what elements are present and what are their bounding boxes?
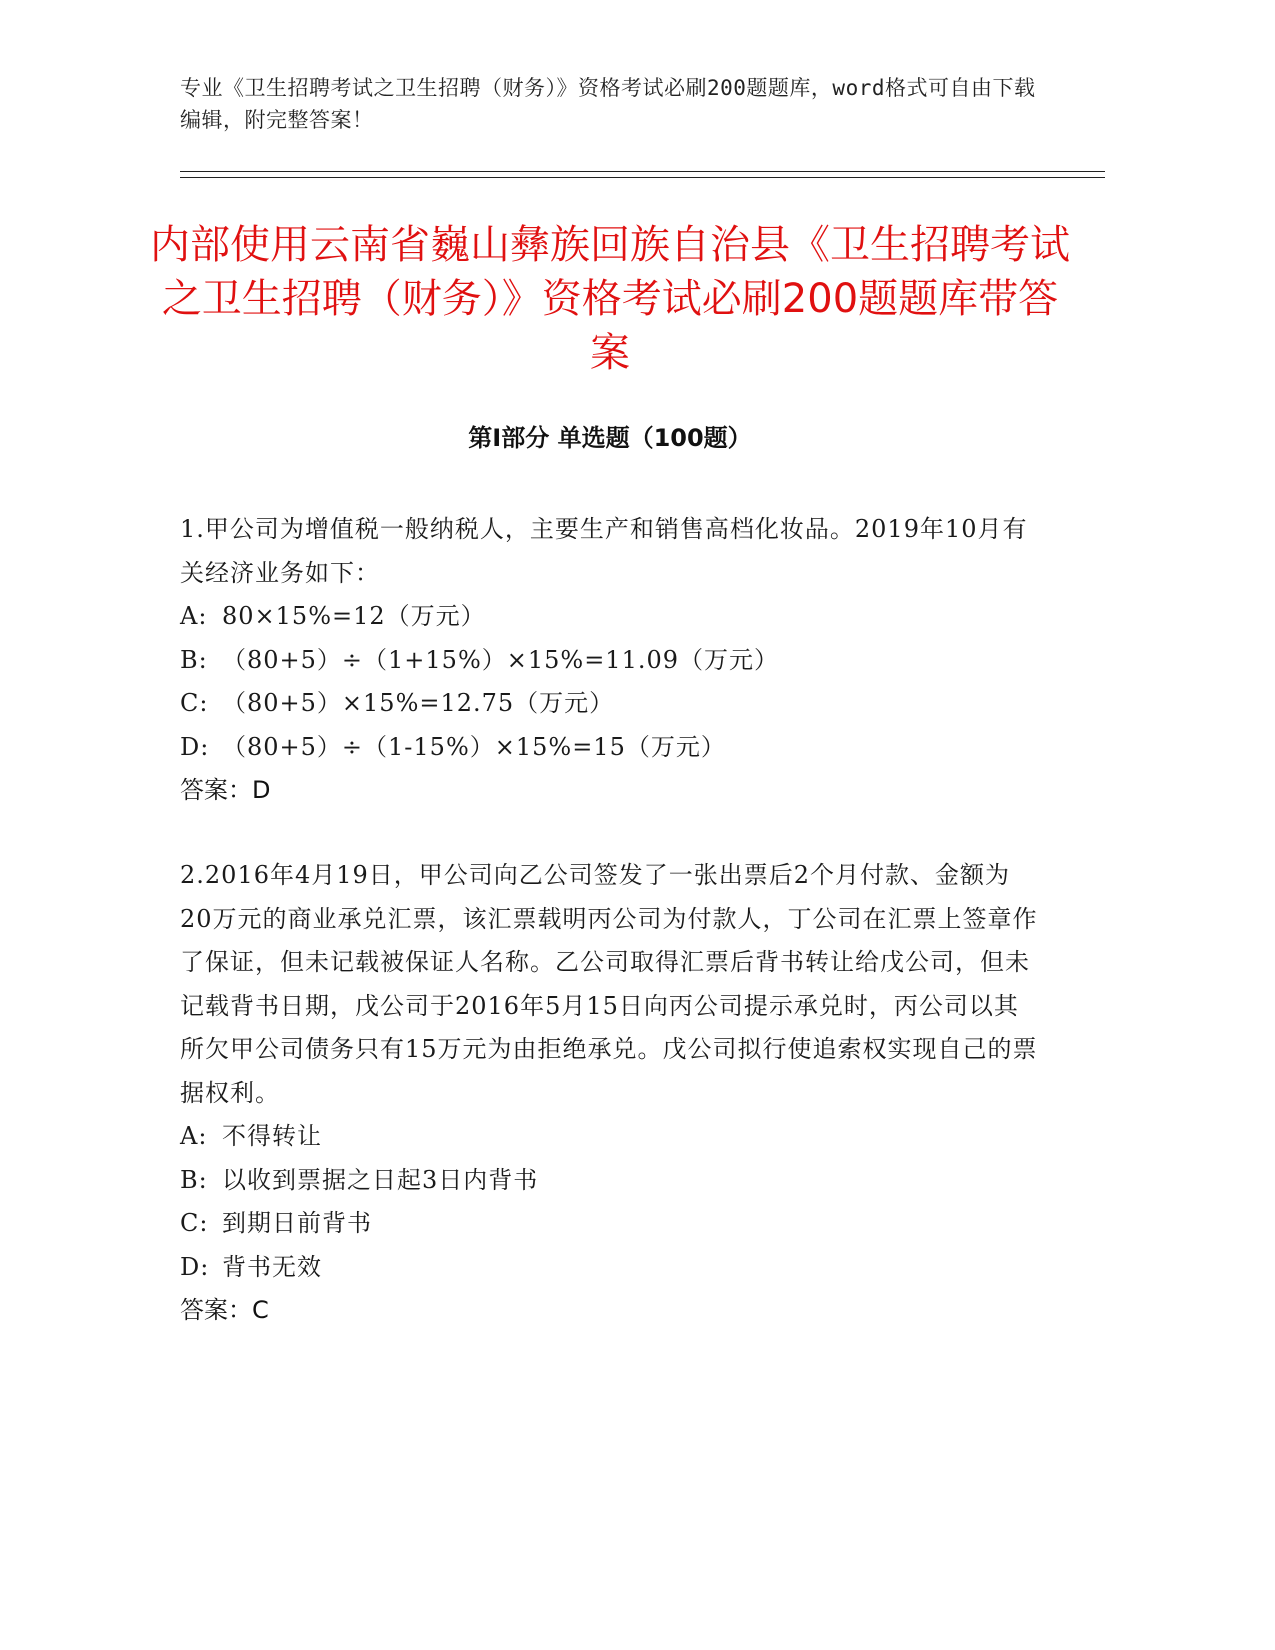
option-letter: D: <box>180 1252 210 1281</box>
header-note: 专业《卫生招聘考试之卫生招聘（财务）》资格考试必刷200题题库，word格式可自由下载编辑，附完整答案！ <box>180 76 1036 132</box>
option-a <box>180 1115 1040 1159</box>
option-text: （80+5）÷（1-15%）×15%=15（万元） <box>222 732 726 761</box>
option-text: （80+5）÷（1+15%）×15%=11.09（万元） <box>222 645 780 674</box>
option-text: 不得转让 <box>222 1122 322 1150</box>
answer: 答案：D <box>180 776 271 804</box>
option-text: 以收到票据之日起3日内背书 <box>222 1165 539 1194</box>
option-letter: B: <box>180 645 208 674</box>
answer: 答案：C <box>180 1296 269 1324</box>
option-b <box>180 639 1040 683</box>
option-text: （80+5）×15%=12.75（万元） <box>222 689 615 717</box>
option-letter: C: <box>180 689 209 717</box>
option-a <box>180 595 1040 639</box>
document-title: 内部使用云南省巍山彝族回族自治县《卫生招聘考试之卫生招聘（财务）》资格考试必刷200题题库带答案 <box>150 222 1070 376</box>
header-divider-bottom <box>180 177 1105 178</box>
option-c <box>180 682 1040 726</box>
option-d <box>180 726 1040 770</box>
option-letter: A: <box>180 602 208 630</box>
option-letter: B: <box>180 1165 208 1194</box>
option-letter: A: <box>180 1122 208 1150</box>
question-1 <box>180 508 1040 813</box>
option-b <box>180 1159 1040 1203</box>
option-text: 80×15%=12（万元） <box>222 602 486 630</box>
question-stem: 2.2016年4月19日，甲公司向乙公司签发了一张出票后2个月付款、金额为20万元的商业承兑汇票，该汇票载明丙公司为付款人，丁公司在汇票上签章作了保证，但未记载被保证人名称。乙公司取得汇票后背书转让给戊公司，但未记载背书日期，戊公司于2016年5月15日向丙公司提示承兑时，丙公司以其所欠甲公司债务只有15万元为由拒绝承兑。戊公司拟行使追索权实现自己的票据权利。 <box>180 861 1038 1107</box>
option-text: 到期日前背书 <box>222 1209 372 1237</box>
question-stem: 1.甲公司为增值税一般纳税人，主要生产和销售高档化妆品。2019年10月有关经济业务如下： <box>180 515 1028 587</box>
option-d <box>180 1246 1040 1290</box>
question-2 <box>180 854 1040 1333</box>
option-c <box>180 1202 1040 1246</box>
option-letter: D: <box>180 732 210 761</box>
option-text: 背书无效 <box>222 1252 322 1281</box>
header-divider-top <box>180 171 1105 172</box>
section-title: 第I部分 单选题（100题） <box>468 424 752 452</box>
option-letter: C: <box>180 1209 209 1237</box>
